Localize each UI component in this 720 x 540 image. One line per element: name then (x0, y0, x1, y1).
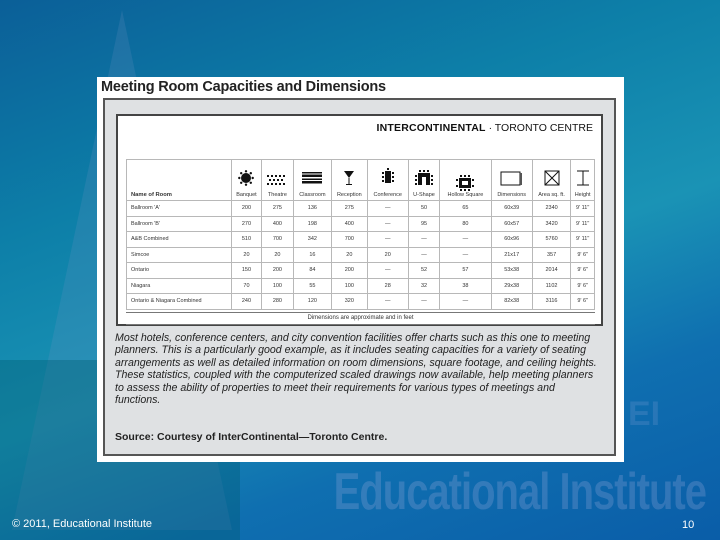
cell-hollow-square: — (440, 247, 491, 263)
cell-conference: — (367, 263, 408, 279)
cell-classroom: 342 (293, 232, 331, 248)
cell-reception: 100 (331, 278, 367, 294)
cell-theatre: 700 (261, 232, 293, 248)
cell-conference: — (367, 232, 408, 248)
table-row (127, 294, 595, 310)
cell-classroom: 136 (293, 201, 331, 217)
cell-area: 3116 (532, 294, 570, 310)
cell-classroom: 198 (293, 216, 331, 232)
table-row (127, 278, 595, 294)
cell-banquet: 150 (232, 263, 262, 279)
cell-hollow-square: — (440, 294, 491, 310)
figure-title: Meeting Room Capacities and Dimensions (101, 79, 386, 95)
cell-dimensions: 29x38 (491, 278, 532, 294)
room-name: Ballroom 'B' (127, 216, 232, 232)
room-name: Ontario (127, 263, 232, 279)
cell-dimensions: 82x38 (491, 294, 532, 310)
cell-banquet: 270 (232, 216, 262, 232)
header-dimensions (491, 160, 532, 201)
slide-figure (97, 77, 624, 462)
table-row (127, 263, 595, 279)
cell-u-shape: — (408, 247, 440, 263)
cell-banquet: 200 (232, 201, 262, 217)
table-row (127, 201, 595, 217)
cell-u-shape: 52 (408, 263, 440, 279)
dimensions-note: Dimensions are approximate and in feet (126, 312, 595, 325)
cell-reception: 700 (331, 232, 367, 248)
cell-dimensions: 53x38 (491, 263, 532, 279)
cell-reception: 400 (331, 216, 367, 232)
hollow-square-icon (456, 175, 474, 191)
header-classroom (293, 160, 331, 201)
cell-area: 357 (532, 247, 570, 263)
cell-area: 2340 (532, 201, 570, 217)
dimensions-box-icon (500, 170, 524, 186)
room-name: Ballroom 'A' (127, 201, 232, 217)
cell-area: 1102 (532, 278, 570, 294)
cell-height: 9' 11" (571, 216, 595, 232)
area-cross-icon (544, 170, 560, 186)
cell-conference: — (367, 201, 408, 217)
cell-classroom: 55 (293, 278, 331, 294)
cell-reception: 200 (331, 263, 367, 279)
cell-height: 9' 6" (571, 247, 595, 263)
hotel-brand (376, 122, 593, 134)
header-classroom-label: Classroom (299, 192, 326, 198)
header-u-shape (408, 160, 440, 201)
cell-height: 9' 11" (571, 232, 595, 248)
cell-u-shape: 95 (408, 216, 440, 232)
cell-height: 9' 11" (571, 201, 595, 217)
round-table-icon (238, 170, 254, 186)
cell-theatre: 275 (261, 201, 293, 217)
cell-reception: 320 (331, 294, 367, 310)
cell-conference: 20 (367, 247, 408, 263)
cell-hollow-square: — (440, 232, 491, 248)
cell-dimensions: 60x57 (491, 216, 532, 232)
header-hollow-square-label: Hollow Square (447, 192, 484, 198)
watermark-logo: EI (628, 395, 661, 433)
header-banquet (232, 160, 262, 201)
cell-banquet: 20 (232, 247, 262, 263)
cell-theatre: 100 (261, 278, 293, 294)
table-header-row (127, 160, 595, 201)
header-height-label: Height (574, 192, 591, 198)
cell-banquet: 240 (232, 294, 262, 310)
watermark-text: Educational Institute (333, 463, 706, 521)
cell-height: 9' 6" (571, 263, 595, 279)
cell-height: 9' 6" (571, 294, 595, 310)
header-hollow-square (440, 160, 491, 201)
brand-location: · TORONTO CENTRE (485, 122, 593, 134)
cell-banquet: 510 (232, 232, 262, 248)
header-area (532, 160, 570, 201)
cell-theatre: 280 (261, 294, 293, 310)
header-u-shape-label: U-Shape (413, 192, 435, 198)
cell-hollow-square: 38 (440, 278, 491, 294)
cell-reception: 20 (331, 247, 367, 263)
cell-conference: — (367, 294, 408, 310)
conference-table-icon (381, 168, 395, 186)
cell-reception: 275 (331, 201, 367, 217)
u-shape-icon (415, 170, 433, 186)
brand-name: INTERCONTINENTAL (376, 122, 486, 134)
cell-theatre: 20 (261, 247, 293, 263)
cell-area: 2014 (532, 263, 570, 279)
figure-source: Source: Courtesy of InterContinental—Toronto Centre. (115, 431, 388, 443)
cell-height: 9' 6" (571, 278, 595, 294)
header-reception (331, 160, 367, 201)
cell-conference: — (367, 216, 408, 232)
capacity-chart-document (116, 114, 603, 326)
table-row (127, 247, 595, 263)
header-area-label: Area sq. ft. (538, 192, 565, 198)
room-capacity-table (126, 159, 595, 310)
room-name: Ontario & Niagara Combined (127, 294, 232, 310)
room-name: A&B Combined (127, 232, 232, 248)
height-icon (575, 170, 591, 186)
cell-hollow-square: 80 (440, 216, 491, 232)
classroom-icon (301, 172, 323, 186)
cell-u-shape: — (408, 232, 440, 248)
cell-theatre: 400 (261, 216, 293, 232)
room-name: Niagara (127, 278, 232, 294)
cell-dimensions: 60x96 (491, 232, 532, 248)
cell-conference: 28 (367, 278, 408, 294)
header-theatre-label: Theatre (267, 192, 287, 198)
header-conference-label: Conference (373, 192, 402, 198)
table-row (127, 216, 595, 232)
cocktail-glass-icon (343, 170, 355, 186)
header-dimensions-label: Dimensions (497, 192, 527, 198)
cell-dimensions: 60x39 (491, 201, 532, 217)
slide-page-number: 10 (682, 519, 695, 531)
footer-copyright: © 2011, Educational Institute (12, 518, 152, 530)
header-theatre (261, 160, 293, 201)
cell-area: 3420 (532, 216, 570, 232)
cell-u-shape: 50 (408, 201, 440, 217)
header-banquet-label: Banquet (236, 192, 257, 198)
cell-dimensions: 21x17 (491, 247, 532, 263)
cell-area: 5760 (532, 232, 570, 248)
cell-u-shape: — (408, 294, 440, 310)
cell-hollow-square: 65 (440, 201, 491, 217)
cell-banquet: 70 (232, 278, 262, 294)
cell-classroom: 16 (293, 247, 331, 263)
room-name: Simcoe (127, 247, 232, 263)
cell-u-shape: 32 (408, 278, 440, 294)
cell-classroom: 84 (293, 263, 331, 279)
figure-description: Most hotels, conference centers, and city convention facilities offer charts such as this one to meeting planners. This is a particularly good example, as it includes seating capacities for a variety of seating arrangements as well as detailed information on room dimensions, square footage, and ceiling heights. These statistics, coupled with the computerized scaled drawings now available, help meeting planners to assess the ability of properties to meet their requirements for various types of meetings and functions. (115, 332, 597, 407)
theatre-rows-icon (266, 174, 288, 186)
figure-frame (103, 98, 616, 456)
header-reception-label: Reception (336, 192, 362, 198)
table-row (127, 232, 595, 248)
header-conference (367, 160, 408, 201)
header-name-of-room: Name of Room (127, 160, 232, 201)
cell-hollow-square: 57 (440, 263, 491, 279)
cell-theatre: 200 (261, 263, 293, 279)
cell-classroom: 120 (293, 294, 331, 310)
header-height (571, 160, 595, 201)
